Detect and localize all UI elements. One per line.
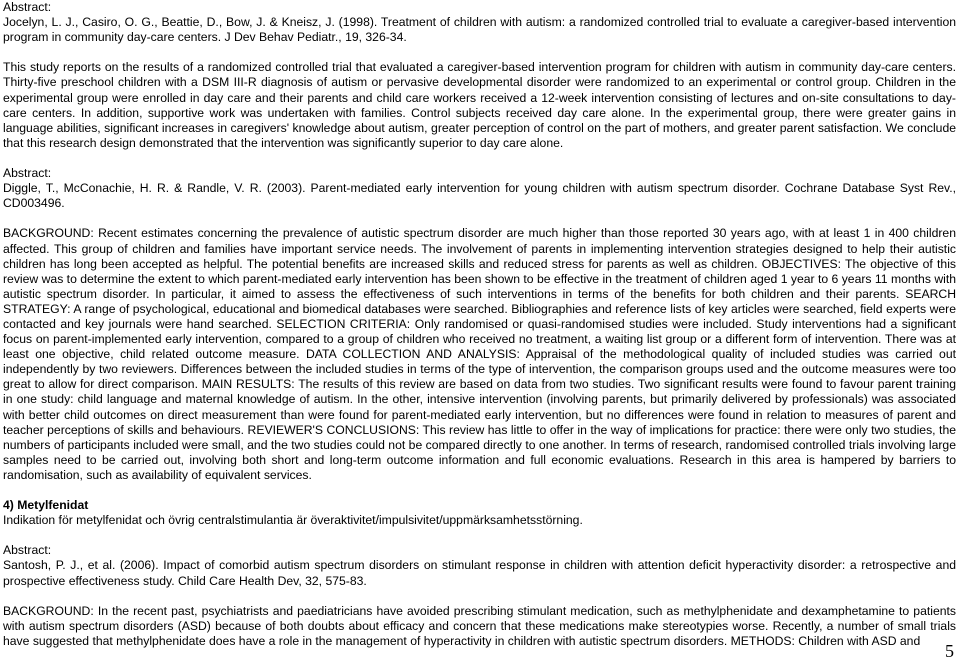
- abstract-label: Abstract:: [3, 166, 52, 181]
- page-number: 5: [945, 641, 954, 661]
- abstract-text-jocelyn: This study reports on the results of a randomized controlled trial that evaluated a caregiver-based intervention program for children with autism in community day-care centers. Thirty-five preschool children with a DSM III-R diagnosis of autism or pervasive developmental disorder were randomized to an experimental or control group. Children in the experimental group were enrolled in day care and their parents and child care workers received a 12-week intervention consisting of lectures and on-site consultations to day-care centers. In addition, supportive work was undertaken with families. Control subjects received day care alone. In the experimental group, there were greater gains in language abilities, significant increases in caregivers' knowledge about autism, greater perception of control on the part of mothers, and greater parent satisfaction. We conclude that this research design demonstrated that the intervention was significantly superior to day care alone.: [3, 60, 956, 150]
- section-intro: Indikation för metylfenidat och övrig centralstimulantia är överaktivitet/impulsivitet/uppmärksamhetsstörning.: [3, 513, 583, 528]
- section-heading: 4) Metylfenidat: [3, 498, 89, 513]
- abstract-label: Abstract:: [3, 543, 52, 558]
- abstract-label: Abstract:: [3, 0, 52, 14]
- citation-santosh: Santosh, P. J., et al. (2006). Impact of comorbid autism spectrum disorders on stimulant response in children with attention deficit hyperactivity disorder: a retrospective and prospective effectiveness study. Child Care Health Dev, 32, 575-83.: [3, 558, 956, 588]
- citation-jocelyn: Jocelyn, L. J., Casiro, O. G., Beattie, D., Bow, J. & Kneisz, J. (1998). Treatment of children with autism: a randomized controlled trial to evaluate a caregiver-based intervention program in community day-care centers. J Dev Behav Pediatr., 19, 326-34.: [3, 15, 956, 45]
- document-page: [3, 0, 956, 649]
- citation-diggle: Diggle, T., McConachie, H. R. & Randle, V. R. (2003). Parent-mediated early intervention for young children with autism spectrum disorder. Cochrane Database Syst Rev., CD003496.: [3, 181, 956, 211]
- abstract-text-diggle: BACKGROUND: Recent estimates concerning the prevalence of autistic spectrum disorder are much higher than those reported 30 years ago, with at least 1 in 400 children affected. This group of children and families have important service needs. The involvement of parents in implementing intervention strategies designed to help their autistic children has long been accepted as helpful. The potential benefits are increased skills and reduced stress for parents as well as children. OBJECTIVES: The objective of this review was to determine the extent to which parent-mediated early intervention has been shown to be effective in the treatment of children aged 1 year to 6 years 11 months with autistic spectrum disorder. In particular, it aimed to assess the effectiveness of such interventions in terms of the benefits for both children and their parents. SEARCH STRATEGY: A range of psychological, educational and biomedical databases were searched. Bibliographies and reference lists of key articles were searched, field experts were contacted and key journals were hand searched. SELECTION CRITERIA: Only randomised or quasi-randomised studies were included. Study interventions had a significant focus on parent-implemented early intervention, compared to a group of children who received no treatment, a waiting list group or a different form of intervention. There was at least one objective, child related outcome measure. DATA COLLECTION AND ANALYSIS: Appraisal of the methodological quality of included studies was carried out independently by two reviewers. Differences between the included studies in terms of the type of intervention, the comparison groups used and the outcome measures were too great to allow for direct comparison. MAIN RESULTS: The results of this review are based on data from two studies. Two significant results were found to favour parent training in one study: child language and maternal knowledge of autism. In the other, intensive intervention (involving parents, but primarily delivered by professionals) was associated with better child outcomes on direct measurement than were found for parent-mediated early intervention, but no differences were found in relation to measures of parent and teacher perceptions of skills and behaviours. REVIEWER'S CONCLUSIONS: This review has little to offer in the way of implications for practice: there were only two studies, the numbers of participants included were small, and the two studies could not be compared directly to one another. In terms of research, randomised controlled trials involving large samples need to be carried out, involving both short and long-term outcome information and full economic evaluations. Research in this area is hampered by barriers to randomisation, such as availability of equivalent services.: [3, 226, 956, 482]
- abstract-text-santosh: BACKGROUND: In the recent past, psychiatrists and paediatricians have avoided prescribing stimulant medication, such as methylphenidate and dexamphetamine to patients with autism spectrum disorders (ASD) because of both doubts about efficacy and concern that these medications make stereotypies worse. Recently, a number of small trials have suggested that methylphenidate does have a role in the management of hyperactivity in children with autistic spectrum disorders. METHODS: Children with ASD and: [3, 603, 956, 648]
